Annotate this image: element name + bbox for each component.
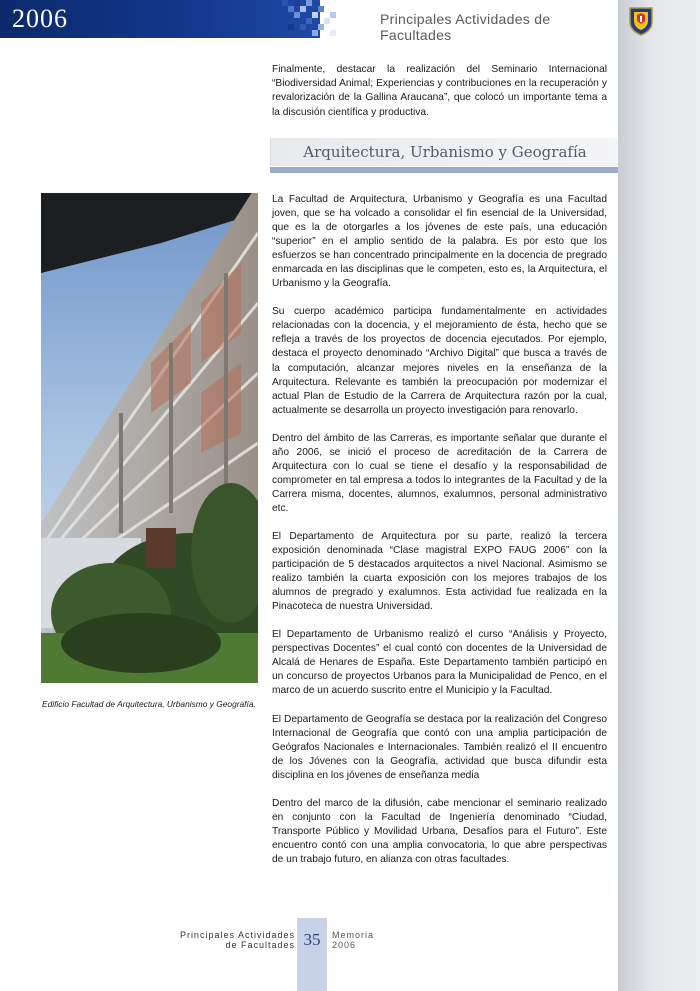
section-rule: [270, 167, 618, 173]
section-title: Arquitectura, Urbanismo y Geografía: [303, 143, 587, 161]
photo-caption: Edificio Facultad de Arquitectura, Urbanismo y Geografía.: [42, 699, 256, 709]
paragraph: Dentro del marco de la difusión, cabe mencionar el seminario realizado en conjunto con la Facultad de Ingeniería denominado “Ciudad, Transporte Público y Movilidad Urbana, Desafíos para el Futuro”. Este encuentro contó con una amplia convocatoria, lo que abre perspectivas de un trabajo futuro, en alianza con otras facultades.: [272, 797, 607, 865]
footer-left-line2: de Facultades: [225, 940, 295, 950]
footer-left-line1: Principales Actividades: [179, 930, 295, 940]
paragraph: Su cuerpo académico participa fundamentalmente en actividades relacionadas con la docencia, y el mejoramiento de ésta, hecho que se refleja a través de los proyectos de docencia ejecutados. Por ejemplo, destaca el proyecto denominado “Archivo Digital” que busca a través de la computación, alcanzar mejores niveles en la enseñanza de la Arquitectura. Relevante es también la preocupación por modernizar el actual Plan de Estudio de la Carrera de Arquitectura razón por la cual, actualmente se desarrolla un proyecto investigación para renovarlo.: [272, 306, 607, 416]
footer-section-label: [140, 930, 295, 950]
page-margin-strip: [618, 0, 700, 991]
footer-right-line2: 2006: [332, 940, 357, 950]
university-shield-icon: [628, 6, 654, 36]
building-photo: [41, 193, 258, 683]
footer-right-line1: Memoria: [332, 930, 375, 940]
paragraph: El Departamento de Geografía se destaca por la realización del Congreso Internacional de Geografía que contó con una amplia participación de Geógrafos Nacionales e Internacionales. También realizó el II encuentro de los Jóvenes con la Geografía, actividad que busca difundir esta disciplina en los jóvenes de enseñanza media: [272, 713, 607, 781]
header-year: 2006: [12, 4, 68, 33]
paragraph: La Facultad de Arquitectura, Urbanismo y Geografía es una Facultad joven, que se ha volcado a consolidar el fin esencial de la Universidad, que es la de otorgarles a los jóvenes de este país, una educación “superior” en el amplio sentido de la palabra. Es por esto que los esfuerzos se han concentrado principalmente en la docencia de pregrado enmarcada en las disciplinas que le competen, esto es, la Arquitectura, el Urbanismo y la Geografía.: [272, 194, 607, 290]
footer-page-block: [297, 918, 327, 991]
paragraph: El Departamento de Arquitectura por su parte, realizó la tercera exposición denominada “Clase magistral EXPO FAUG 2006” con la participación de 5 destacados arquitectos a nivel Nacional. Asimismo se realizo también la cuarta exposición con los mejores trabajos de los alumnos de pregrado y exalumnos. Esta actividad fue realizada en la Pinacoteca de nuestra Universidad.: [272, 530, 607, 613]
paragraph: Dentro del ámbito de las Carreras, es importante señalar que durante el año 2006, se inició el proceso de acreditación de la Carrera de Arquitectura con lo cual se tiene el desafío y la responsabilidad de comprometer en tal empresa a todos lo integrantes de la Facultad y de la Carrera misma, docentes, alumnos, exalumnos, personal administrativo etc.: [272, 432, 607, 514]
paragraph: El Departamento de Urbanismo realizó el curso “Análisis y Proyecto, perspectivas Docentes” el cual contó con docentes de la Universidad de Alcalá de Henares de España. Este Departamento también participó en un concurso de proyectos Urbanos para la Municipalidad de Penco, en el marco de un acuerdo suscrito entre el Municipio y la Facultad.: [272, 629, 607, 697]
section-heading-band: [270, 138, 618, 166]
page-header: [0, 0, 618, 43]
intro-paragraph: Finalmente, destacar la realización del Seminario Internacional “Biodiversidad Animal; Experiencias y contribuciones en la recuperación y revalorización de la Gallina Araucana”, que colocó un importante tema a la discusión científica y productiva.: [272, 64, 607, 118]
page-number: 35: [303, 930, 321, 949]
header-banner: [0, 0, 320, 38]
header-title: Principales Actividades de Facultades: [380, 11, 551, 43]
article-body: [272, 193, 607, 881]
footer-publication-label: [332, 930, 374, 950]
header-pixel-decoration: [282, 0, 340, 38]
